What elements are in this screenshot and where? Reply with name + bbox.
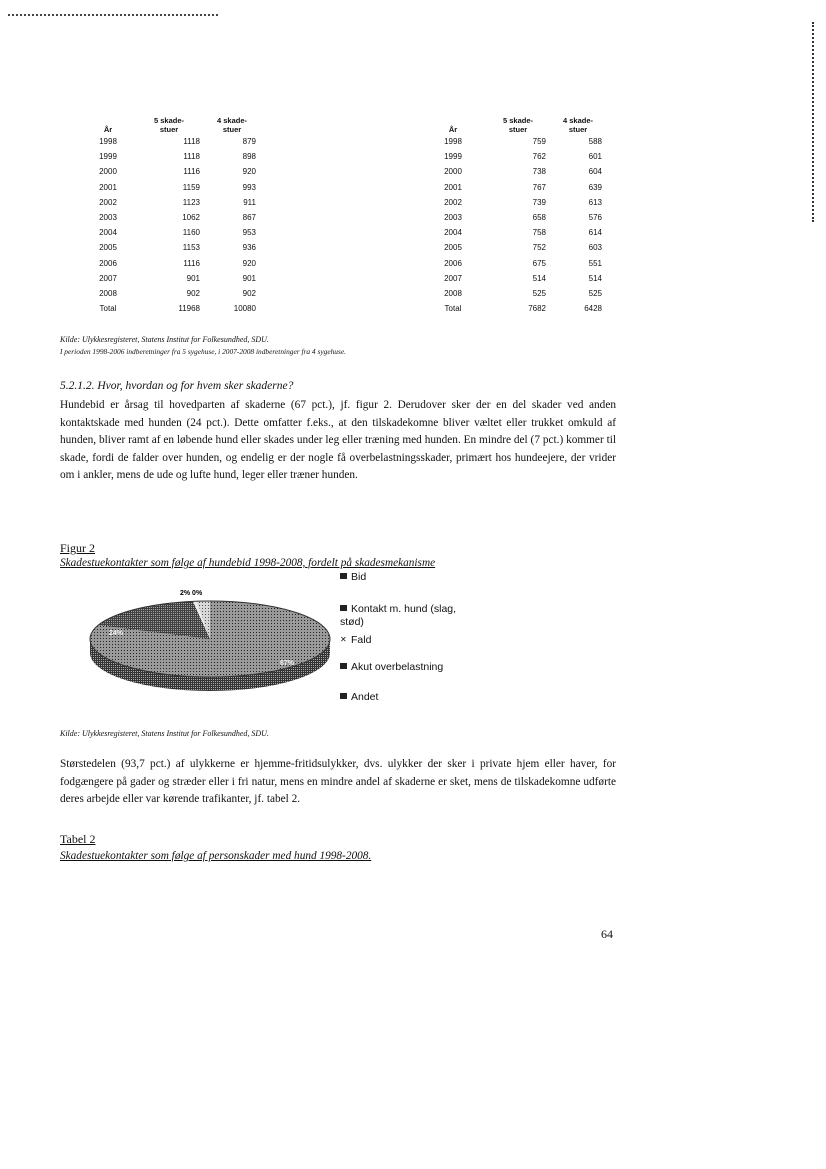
scan-edge-right <box>812 22 814 222</box>
count-cell: 11968 <box>178 304 200 314</box>
header-5-skadestuer: 5 skade- stuer <box>502 116 534 134</box>
count-cell: 613 <box>588 197 602 207</box>
count-cell: 525 <box>588 289 602 299</box>
count-cell: 576 <box>588 213 602 223</box>
year-cell: 2002 <box>444 197 462 207</box>
count-cell: 762 <box>532 152 546 162</box>
count-cell: 898 <box>242 152 256 162</box>
count-cell: 1118 <box>183 137 200 146</box>
legend-cross-icon: ✕ <box>340 635 347 644</box>
table-row <box>82 180 260 195</box>
count-cell: 758 <box>532 228 546 238</box>
legend-item-fald: ✕ Fald <box>340 634 372 646</box>
count-cell: 759 <box>532 137 546 146</box>
table-row <box>82 195 260 210</box>
table-row <box>420 271 606 286</box>
count-cell: 675 <box>532 258 546 268</box>
year-cell: 2004 <box>99 228 117 238</box>
table-row <box>420 256 606 271</box>
legend-swatch-icon <box>340 693 347 699</box>
count-cell: 1153 <box>182 243 200 253</box>
count-cell: 1118 <box>183 152 200 162</box>
count-cell: 514 <box>532 273 546 283</box>
count-cell: 1116 <box>183 258 200 268</box>
legend-item-overbelastning: Akut overbelastning <box>340 661 458 674</box>
table-row <box>420 195 606 210</box>
table-row <box>420 240 606 255</box>
source-period-note: I perioden 1998-2006 indberetninger fra 5 sygehuse, i 2007-2008 indberetninger fra 4 sygehuse. <box>60 347 347 356</box>
count-cell: 920 <box>242 258 256 268</box>
table-row <box>420 149 606 164</box>
count-cell: 588 <box>588 137 602 146</box>
legend-swatch-icon <box>340 605 347 611</box>
table-row <box>82 149 260 164</box>
table-row <box>420 134 606 149</box>
header-year: År <box>448 125 458 134</box>
table-right-body <box>420 134 606 316</box>
figure-title: Skadestuekontakter som følge af hundebid 1998-2008, fordelt på skadesmekanisme <box>60 557 436 569</box>
table-row <box>82 225 260 240</box>
year-cell: 1998 <box>99 137 117 146</box>
count-cell: 920 <box>242 167 256 177</box>
table-total-row <box>82 301 260 316</box>
header-4-skadestuer: 4 skade- stuer <box>562 116 594 134</box>
header-5-skadestuer: 5 skade- stuer <box>153 116 185 134</box>
year-cell: 2002 <box>99 197 117 207</box>
year-cell: 2001 <box>444 182 462 192</box>
count-cell: 7682 <box>528 304 546 314</box>
page-number: 64 <box>601 927 613 941</box>
pie-label-67: 67% <box>280 660 295 667</box>
count-cell: 1116 <box>183 167 200 177</box>
count-cell: 879 <box>242 137 256 146</box>
legend-item-andet: Andet <box>340 691 378 704</box>
count-cell: 936 <box>242 243 256 253</box>
count-cell: 738 <box>532 167 546 177</box>
figure-source: Kilde: Ulykkesregisteret, Statens Institut for Folkesundhed, SDU. <box>60 729 269 738</box>
table-row <box>420 225 606 240</box>
year-cell: 2008 <box>444 289 462 299</box>
year-cell: 2008 <box>99 289 117 299</box>
count-cell: 1123 <box>182 197 200 207</box>
count-cell: 767 <box>532 182 546 192</box>
paragraph: Hundebid er årsag til hovedparten af skaderne (67 pct.), jf. figur 2. Derudover sker der en del skader ved anden kontaktskade med hunden (24 pct.). Dette omfatter f.eks., at den tilskadekomne bliver væltet eller trukket omkuld af hunden, bliver ramt af en løbende hund eller skades under leg eller træning med hunden. En mindre del (7 pct.) kommer til skade, fordi de falder over hunden, og endelig er der nogle få overbelastningsskader, primært hos hundeejere, der vrider om i ankler, mens de ude og lufte hund, leger eller træner hunden. <box>60 399 616 482</box>
table-row <box>82 134 260 149</box>
section-heading: 5.2.1.2. Hvor, hvordan og for hvem sker skaderne? <box>60 380 294 392</box>
year-cell: 1999 <box>99 152 117 162</box>
table-title: Skadestuekontakter som følge af personskader med hund 1998-2008. <box>60 850 372 862</box>
count-cell: 901 <box>242 273 256 283</box>
table-total-row <box>420 301 606 316</box>
table-row <box>420 210 606 225</box>
count-cell: 902 <box>242 289 256 299</box>
count-cell: 911 <box>243 197 256 207</box>
count-cell: 867 <box>242 213 256 223</box>
pie-label-24: 24% <box>109 630 124 637</box>
table-row <box>82 286 260 301</box>
year-cell: 2001 <box>99 182 117 192</box>
count-cell: 639 <box>588 182 602 192</box>
year-cell: 2005 <box>444 243 462 253</box>
year-cell: 2000 <box>444 167 462 177</box>
year-cell: 2000 <box>99 167 117 177</box>
year-cell: 2006 <box>444 258 462 268</box>
table-row <box>420 286 606 301</box>
count-cell: 514 <box>588 273 602 283</box>
count-cell: 901 <box>186 273 200 283</box>
table-label: Tabel 2 <box>60 832 96 846</box>
table-row <box>82 210 260 225</box>
count-cell: 604 <box>588 167 602 177</box>
year-cell: 2005 <box>99 243 117 253</box>
year-cell: 2004 <box>444 228 462 238</box>
count-cell: 1160 <box>182 228 200 238</box>
year-cell: 2006 <box>99 258 117 268</box>
table-row <box>420 180 606 195</box>
figure-label: Figur 2 <box>60 541 96 555</box>
year-cell: Total <box>444 304 462 314</box>
count-cell: 6428 <box>584 304 602 314</box>
legend-item-bid: Bid <box>340 571 366 584</box>
count-cell: 551 <box>588 258 602 268</box>
table-row <box>82 240 260 255</box>
legend-swatch-icon <box>340 663 347 669</box>
count-cell: 752 <box>532 243 546 253</box>
table-row <box>82 271 260 286</box>
scan-edge-top <box>8 14 218 16</box>
table-row <box>82 256 260 271</box>
year-cell: 1999 <box>444 152 462 162</box>
count-cell: 993 <box>242 182 256 192</box>
header-4-skadestuer: 4 skade- stuer <box>216 116 248 134</box>
count-cell: 525 <box>532 289 546 299</box>
count-cell: 601 <box>588 152 602 162</box>
year-cell: 2007 <box>99 273 117 283</box>
pie-label-small: 2% 0% <box>180 590 203 597</box>
pie-chart <box>85 587 335 702</box>
count-cell: 10080 <box>233 304 256 314</box>
pie-legend <box>340 571 480 711</box>
count-cell: 953 <box>242 228 256 238</box>
count-cell: 603 <box>588 243 602 253</box>
count-cell: 902 <box>186 289 200 299</box>
year-cell: 2007 <box>444 273 462 283</box>
year-cell: 1998 <box>444 137 462 146</box>
legend-swatch-icon <box>340 573 347 579</box>
count-cell: 658 <box>532 213 546 223</box>
count-cell: 739 <box>532 197 546 207</box>
table-right <box>420 110 606 316</box>
table-left <box>82 110 260 316</box>
count-cell: 614 <box>588 228 602 238</box>
count-cell: 1159 <box>182 182 200 192</box>
year-cell: 2003 <box>444 213 462 223</box>
table-row <box>420 164 606 179</box>
year-cell: 2003 <box>99 213 117 223</box>
table-left-body <box>82 134 260 316</box>
source-note: Kilde: Ulykkesregisteret, Statens Institut for Folkesundhed, SDU. <box>60 335 269 344</box>
header-year: År <box>103 125 113 134</box>
table-row <box>82 164 260 179</box>
count-cell: 1062 <box>182 213 200 223</box>
legend-item-kontakt: Kontakt m. hund (slag, stød) <box>340 603 457 628</box>
year-cell: Total <box>99 304 117 314</box>
paragraph: Størstedelen (93,7 pct.) af ulykkerne er hjemme-fritidsulykker, dvs. ulykker der sker i private hjem eller haver, for fodgængere på gader og stræder eller i fri natur, mens en mindre andel af skaderne er sket, mens de tilskadekomne udførte deres arbejde eller var kørende trafikanter, jf. tabel 2. <box>60 758 616 806</box>
